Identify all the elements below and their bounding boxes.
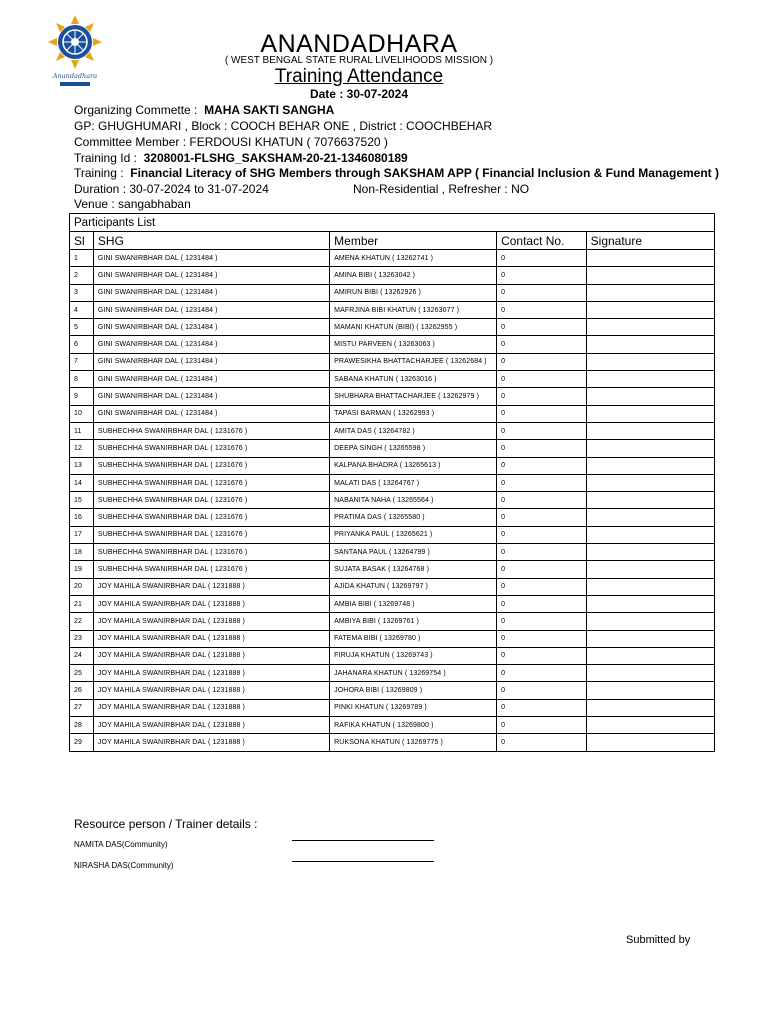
row-member: AJIDA KHATUN ( 13269797 ) — [330, 578, 497, 595]
row-shg: JOY MAHILA SWANIRBHAR DAL ( 1231888 ) — [93, 630, 329, 647]
row-sl: 17 — [70, 526, 94, 543]
row-signature — [586, 301, 714, 318]
organizing-value: MAHA SAKTI SANGHA — [204, 103, 335, 117]
row-contact: 0 — [497, 301, 587, 318]
resource-person-label: Resource person / Trainer details : — [74, 817, 258, 831]
table-row — [70, 544, 715, 561]
row-sl: 4 — [70, 301, 94, 318]
training-value: Financial Literacy of SHG Members through SAKSHAM APP ( Financial Inclusion & Fund Management ) — [130, 166, 719, 180]
row-sl: 9 — [70, 388, 94, 405]
row-shg: JOY MAHILA SWANIRBHAR DAL ( 1231888 ) — [93, 734, 329, 751]
organizing-committee — [74, 103, 334, 117]
row-signature — [586, 371, 714, 388]
row-sl: 20 — [70, 578, 94, 595]
row-contact: 0 — [497, 474, 587, 491]
table-row — [70, 561, 715, 578]
row-sl: 27 — [70, 699, 94, 716]
training-id — [74, 151, 408, 165]
row-signature — [586, 492, 714, 509]
row-shg: SUBHECHHA SWANIRBHAR DAL ( 1231676 ) — [93, 422, 329, 439]
header-member: Member — [330, 232, 497, 250]
row-sl: 24 — [70, 647, 94, 664]
row-contact: 0 — [497, 544, 587, 561]
committee-member: Committee Member : FERDOUSI KHATUN ( 7076637520 ) — [74, 135, 388, 149]
row-member: PINKI KHATUN ( 13269789 ) — [330, 699, 497, 716]
row-member: AMIRUN BIBI ( 13262926 ) — [330, 284, 497, 301]
participants-table — [69, 213, 715, 752]
row-sl: 23 — [70, 630, 94, 647]
row-contact: 0 — [497, 682, 587, 699]
row-member: FIRUJA KHATUN ( 13269743 ) — [330, 647, 497, 664]
table-row — [70, 457, 715, 474]
row-member: KALPANA BHADRA ( 13265613 ) — [330, 457, 497, 474]
row-contact: 0 — [497, 613, 587, 630]
table-row — [70, 613, 715, 630]
table-header-row — [70, 232, 715, 250]
row-member: MISTU PARVEEN ( 13263063 ) — [330, 336, 497, 353]
venue: Venue : sangabhaban — [74, 197, 191, 211]
row-contact: 0 — [497, 319, 587, 336]
row-contact: 0 — [497, 422, 587, 439]
row-member: RAFIKA KHATUN ( 13269800 ) — [330, 717, 497, 734]
row-shg: JOY MAHILA SWANIRBHAR DAL ( 1231888 ) — [93, 578, 329, 595]
row-sl: 29 — [70, 734, 94, 751]
row-contact: 0 — [497, 630, 587, 647]
row-contact: 0 — [497, 250, 587, 267]
row-signature — [586, 474, 714, 491]
row-member: MAMANI KHATUN (BIBI) ( 13262955 ) — [330, 319, 497, 336]
row-sl: 11 — [70, 422, 94, 439]
row-contact: 0 — [497, 509, 587, 526]
table-row — [70, 578, 715, 595]
row-sl: 13 — [70, 457, 94, 474]
row-sl: 5 — [70, 319, 94, 336]
row-signature — [586, 526, 714, 543]
table-row — [70, 371, 715, 388]
row-contact: 0 — [497, 440, 587, 457]
row-member: PRAWESIKHA BHATTACHARJEE ( 13262684 ) — [330, 353, 497, 370]
row-shg: JOY MAHILA SWANIRBHAR DAL ( 1231888 ) — [93, 665, 329, 682]
row-contact: 0 — [497, 647, 587, 664]
row-member: SUJATA BASAK ( 13264768 ) — [330, 561, 497, 578]
row-signature — [586, 457, 714, 474]
row-member: PRATIMA DAS ( 13265580 ) — [330, 509, 497, 526]
row-shg: JOY MAHILA SWANIRBHAR DAL ( 1231888 ) — [93, 699, 329, 716]
row-sl: 3 — [70, 284, 94, 301]
row-shg: SUBHECHHA SWANIRBHAR DAL ( 1231676 ) — [93, 526, 329, 543]
row-member: DEEPA SINGH ( 13265598 ) — [330, 440, 497, 457]
row-sl: 19 — [70, 561, 94, 578]
row-contact: 0 — [497, 388, 587, 405]
table-row — [70, 492, 715, 509]
row-contact: 0 — [497, 699, 587, 716]
table-row — [70, 405, 715, 422]
row-sl: 22 — [70, 613, 94, 630]
row-shg: SUBHECHHA SWANIRBHAR DAL ( 1231676 ) — [93, 561, 329, 578]
row-signature — [586, 613, 714, 630]
row-sl: 21 — [70, 595, 94, 612]
row-contact: 0 — [497, 353, 587, 370]
row-shg: GINI SWANIRBHAR DAL ( 1231484 ) — [93, 336, 329, 353]
table-row — [70, 353, 715, 370]
row-contact: 0 — [497, 284, 587, 301]
row-signature — [586, 717, 714, 734]
row-sl: 6 — [70, 336, 94, 353]
row-signature — [586, 405, 714, 422]
row-signature — [586, 422, 714, 439]
row-shg: JOY MAHILA SWANIRBHAR DAL ( 1231888 ) — [93, 717, 329, 734]
row-contact: 0 — [497, 336, 587, 353]
row-member: SHUBHARA BHATTACHARJEE ( 13262979 ) — [330, 388, 497, 405]
row-member: JAHANARA KHATUN ( 13269754 ) — [330, 665, 497, 682]
table-row — [70, 665, 715, 682]
row-signature — [586, 509, 714, 526]
trainer-1-signature-line — [292, 840, 434, 841]
row-sl: 14 — [70, 474, 94, 491]
row-contact: 0 — [497, 405, 587, 422]
row-shg: GINI SWANIRBHAR DAL ( 1231484 ) — [93, 371, 329, 388]
participants-caption: Participants List — [70, 214, 715, 232]
table-row — [70, 250, 715, 267]
table-row — [70, 595, 715, 612]
row-member: AMINA BIBI ( 13263042 ) — [330, 267, 497, 284]
table-row — [70, 509, 715, 526]
row-signature — [586, 440, 714, 457]
row-sl: 2 — [70, 267, 94, 284]
row-sl: 8 — [70, 371, 94, 388]
table-row — [70, 440, 715, 457]
row-signature — [586, 734, 714, 751]
row-signature — [586, 388, 714, 405]
table-row — [70, 630, 715, 647]
row-signature — [586, 250, 714, 267]
row-signature — [586, 267, 714, 284]
row-signature — [586, 319, 714, 336]
row-member: NABANITA NAHA ( 13265564 ) — [330, 492, 497, 509]
header-shg: SHG — [93, 232, 329, 250]
training-id-value: 3208001-FLSHG_SAKSHAM-20-21-1346080189 — [143, 151, 408, 165]
row-signature — [586, 578, 714, 595]
row-sl: 18 — [70, 544, 94, 561]
row-shg: GINI SWANIRBHAR DAL ( 1231484 ) — [93, 353, 329, 370]
training-name — [74, 166, 719, 180]
row-sl: 28 — [70, 717, 94, 734]
row-member: SANTANA PAUL ( 13264799 ) — [330, 544, 497, 561]
row-contact: 0 — [497, 578, 587, 595]
row-member: FATEMA BIBI ( 13269780 ) — [330, 630, 497, 647]
table-row — [70, 717, 715, 734]
table-row — [70, 526, 715, 543]
row-member: AMBIYA BIBI ( 13269761 ) — [330, 613, 497, 630]
header-sl: Sl — [70, 232, 94, 250]
row-member: AMITA DAS ( 13264782 ) — [330, 422, 497, 439]
table-row — [70, 734, 715, 751]
row-member: JOHORA BIBI ( 13269809 ) — [330, 682, 497, 699]
row-signature — [586, 336, 714, 353]
row-signature — [586, 561, 714, 578]
row-sl: 7 — [70, 353, 94, 370]
row-contact: 0 — [497, 492, 587, 509]
mission-subtitle: ( WEST BENGAL STATE RURAL LIVELIHOODS MISSION ) — [224, 55, 494, 66]
row-shg: SUBHECHHA SWANIRBHAR DAL ( 1231676 ) — [93, 492, 329, 509]
organizing-label: Organizing Commette : — [74, 103, 198, 117]
row-member: MALATI DAS ( 13264767 ) — [330, 474, 497, 491]
row-shg: SUBHECHHA SWANIRBHAR DAL ( 1231676 ) — [93, 509, 329, 526]
table-row — [70, 474, 715, 491]
doc-title: Training Attendance — [274, 66, 444, 87]
header-contact: Contact No. — [497, 232, 587, 250]
duration: Duration : 30-07-2024 to 31-07-2024 — [74, 182, 269, 196]
row-shg: GINI SWANIRBHAR DAL ( 1231484 ) — [93, 284, 329, 301]
row-contact: 0 — [497, 371, 587, 388]
table-row — [70, 284, 715, 301]
table-row — [70, 388, 715, 405]
row-sl: 10 — [70, 405, 94, 422]
row-signature — [586, 595, 714, 612]
header-signature: Signature — [586, 232, 714, 250]
row-member: RUKSONA KHATUN ( 13269775 ) — [330, 734, 497, 751]
location-line: GP: GHUGHUMARI , Block : COOCH BEHAR ONE , District : COOCHBEHAR — [74, 119, 493, 133]
row-contact: 0 — [497, 526, 587, 543]
trainer-2-signature-line — [292, 861, 434, 862]
non-residential: Non-Residential , Refresher : NO — [353, 182, 530, 196]
table-row — [70, 682, 715, 699]
row-shg: JOY MAHILA SWANIRBHAR DAL ( 1231888 ) — [93, 613, 329, 630]
table-row — [70, 647, 715, 664]
row-member: AMENA KHATUN ( 13262741 ) — [330, 250, 497, 267]
row-sl: 16 — [70, 509, 94, 526]
table-row — [70, 319, 715, 336]
row-member: AMBIA BIBI ( 13269748 ) — [330, 595, 497, 612]
trainer-1: NAMITA DAS(Community) — [74, 840, 168, 849]
training-date: Date : 30-07-2024 — [309, 87, 409, 101]
table-row — [70, 267, 715, 284]
row-contact: 0 — [497, 665, 587, 682]
row-shg: JOY MAHILA SWANIRBHAR DAL ( 1231888 ) — [93, 595, 329, 612]
row-signature — [586, 682, 714, 699]
row-shg: GINI SWANIRBHAR DAL ( 1231484 ) — [93, 388, 329, 405]
row-shg: SUBHECHHA SWANIRBHAR DAL ( 1231676 ) — [93, 457, 329, 474]
row-member: PRIYANKA PAUL ( 13265621 ) — [330, 526, 497, 543]
table-row — [70, 422, 715, 439]
org-title: ANANDADHARA — [260, 30, 458, 58]
row-sl: 12 — [70, 440, 94, 457]
row-shg: GINI SWANIRBHAR DAL ( 1231484 ) — [93, 250, 329, 267]
row-sl: 15 — [70, 492, 94, 509]
row-shg: SUBHECHHA SWANIRBHAR DAL ( 1231676 ) — [93, 474, 329, 491]
row-member: TAPASI BARMAN ( 13262993 ) — [330, 405, 497, 422]
row-signature — [586, 353, 714, 370]
row-shg: JOY MAHILA SWANIRBHAR DAL ( 1231888 ) — [93, 647, 329, 664]
row-shg: GINI SWANIRBHAR DAL ( 1231484 ) — [93, 319, 329, 336]
row-sl: 26 — [70, 682, 94, 699]
row-shg: GINI SWANIRBHAR DAL ( 1231484 ) — [93, 267, 329, 284]
row-sl: 1 — [70, 250, 94, 267]
row-member: SABANA KHATUN ( 13263016 ) — [330, 371, 497, 388]
table-row — [70, 699, 715, 716]
submitted-by: Submitted by — [626, 934, 691, 946]
row-shg: SUBHECHHA SWANIRBHAR DAL ( 1231676 ) — [93, 440, 329, 457]
table-row — [70, 301, 715, 318]
row-shg: GINI SWANIRBHAR DAL ( 1231484 ) — [93, 301, 329, 318]
row-signature — [586, 284, 714, 301]
row-contact: 0 — [497, 717, 587, 734]
row-contact: 0 — [497, 561, 587, 578]
row-contact: 0 — [497, 267, 587, 284]
row-signature — [586, 630, 714, 647]
row-member: MAFRJINA BIBI KHATUN ( 13263077 ) — [330, 301, 497, 318]
row-sl: 25 — [70, 665, 94, 682]
row-shg: JOY MAHILA SWANIRBHAR DAL ( 1231888 ) — [93, 682, 329, 699]
row-signature — [586, 544, 714, 561]
training-id-label: Training Id : — [74, 151, 137, 165]
row-signature — [586, 699, 714, 716]
row-signature — [586, 647, 714, 664]
table-row — [70, 336, 715, 353]
row-contact: 0 — [497, 595, 587, 612]
row-shg: SUBHECHHA SWANIRBHAR DAL ( 1231676 ) — [93, 544, 329, 561]
row-signature — [586, 665, 714, 682]
training-label: Training : — [74, 166, 124, 180]
row-contact: 0 — [497, 457, 587, 474]
trainer-2: NIRASHA DAS(Community) — [74, 861, 174, 870]
row-contact: 0 — [497, 734, 587, 751]
row-shg: GINI SWANIRBHAR DAL ( 1231484 ) — [93, 405, 329, 422]
logo-text: Anandadhara — [52, 72, 98, 80]
